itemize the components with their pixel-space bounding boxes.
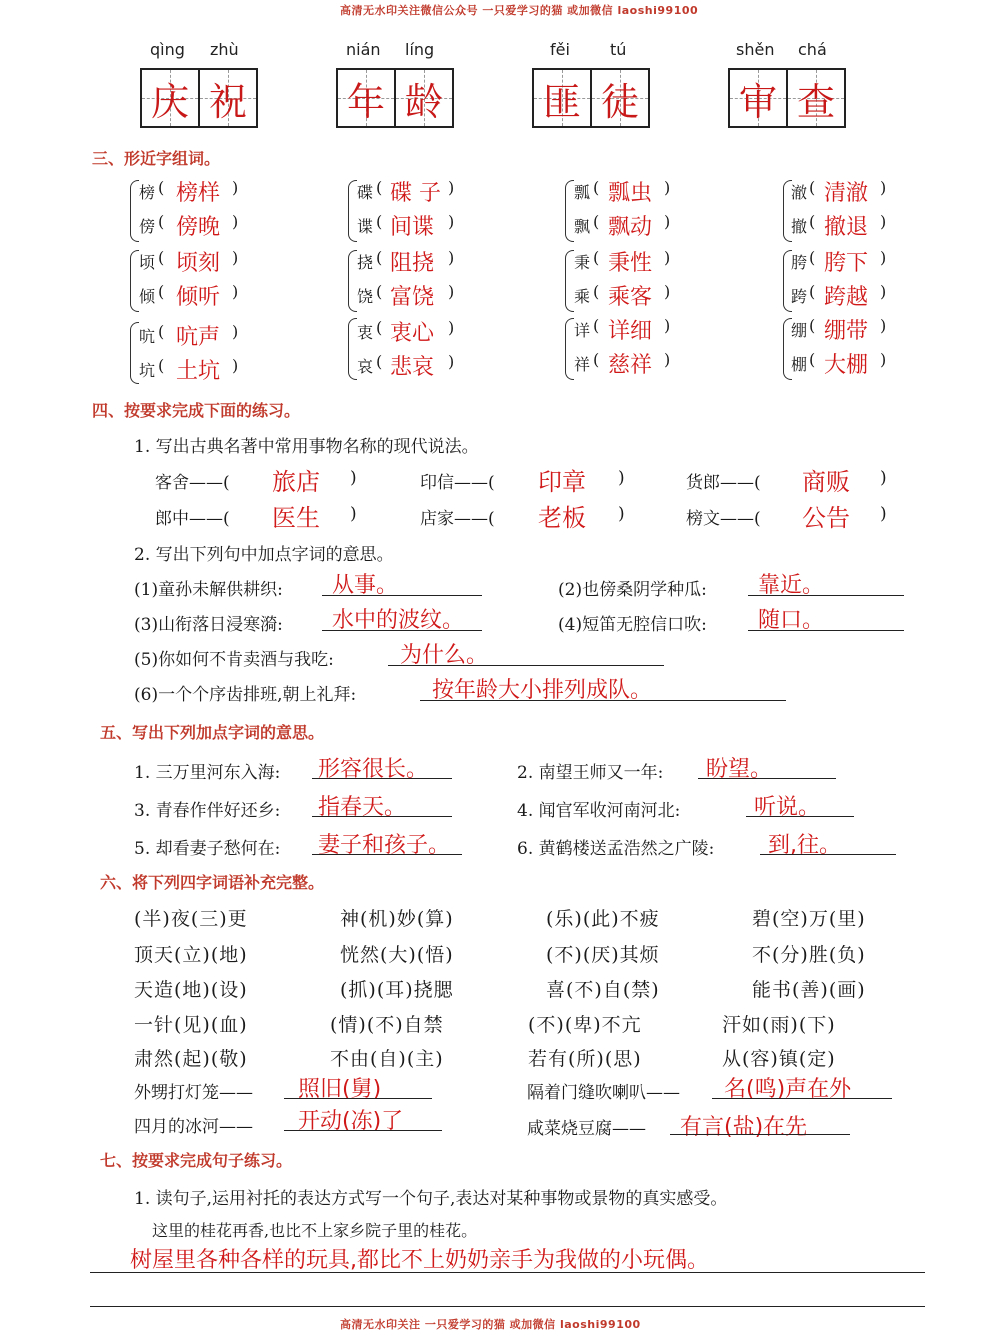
answer-word: 衷心	[390, 321, 435, 346]
pinyin: tú	[610, 40, 627, 59]
pinyin: shěn	[736, 40, 775, 59]
idiom: 若有(所)(思)	[528, 1048, 642, 1070]
term: 客舍——(	[155, 473, 230, 493]
answer-word: 瓢虫	[608, 181, 653, 206]
idiom: 一针(见)(血)	[134, 1014, 248, 1036]
idiom: (不)(厌)其烦	[546, 944, 660, 966]
base-char: 饶	[357, 287, 374, 306]
answer-char: 年	[346, 79, 385, 124]
question: 1. 写出古典名著中常用事物名称的现代说法。	[134, 437, 479, 457]
base-char: 详	[574, 321, 591, 340]
base-char: 祥	[574, 355, 591, 374]
base-char: 秉	[574, 253, 591, 272]
base-char: 跨	[791, 287, 808, 306]
base-char: 撤	[791, 217, 808, 236]
question: 2. 写出下列句中加点字词的意思。	[134, 545, 394, 565]
answer-word: 旅店	[272, 468, 320, 496]
pinyin: nián	[346, 40, 381, 59]
item-question: 1. 三万里河东入海:	[134, 763, 281, 783]
item-question: (5)你如何不肯卖酒与我吃:	[134, 650, 334, 670]
answer-text: 开动(冻)了	[298, 1109, 404, 1134]
watermark-bottom: 高清无水印关注 一只爱学习的猫 或加微信 laoshi99100	[340, 1318, 641, 1331]
xiehouyu-question: 外甥打灯笼——	[134, 1083, 253, 1103]
term: 榜文——(	[686, 509, 761, 529]
answer-word: 老板	[538, 504, 586, 532]
char-box	[336, 68, 454, 128]
answer-text: 妻子和孩子。	[318, 833, 451, 858]
answer-text: 靠近。	[758, 573, 825, 598]
idiom: (半)夜(三)更	[134, 908, 248, 930]
idiom: 不(分)胜(负)	[752, 944, 866, 966]
answer-word: 医生	[272, 504, 320, 532]
base-char: 衷	[357, 323, 374, 342]
idiom: (乐)(此)不疲	[546, 908, 660, 930]
answer-text: 听说。	[754, 795, 821, 820]
char-box	[532, 68, 650, 128]
answer-word: 倾听	[176, 285, 221, 310]
answer-char: 审	[738, 79, 777, 124]
answer-word: 顷刻	[176, 251, 221, 276]
pinyin: líng	[405, 40, 435, 59]
base-char: 倾	[139, 287, 156, 306]
xiehouyu-question: 四月的冰河——	[134, 1117, 253, 1137]
answer-text: 到,往。	[768, 833, 841, 858]
answer-text: 形容很长。	[318, 757, 429, 782]
idiom: 肃然(起)(敬)	[134, 1048, 248, 1070]
idiom: 从(容)镇(定)	[722, 1048, 836, 1070]
answer-text: 随口。	[758, 608, 825, 633]
answer-word: 胯下	[824, 251, 869, 276]
item-question: 5. 却看妻子愁何在:	[134, 839, 281, 859]
pinyin: chá	[798, 40, 827, 59]
answer-word: 悲哀	[390, 355, 435, 380]
answer-word: 飘动	[608, 215, 653, 240]
answer-char: 龄	[404, 79, 443, 124]
answer-word: 土坑	[176, 359, 221, 384]
base-char: 傍	[139, 217, 156, 236]
item-question: 3. 青春作伴好还乡:	[134, 801, 281, 821]
idiom: 碧(空)万(里)	[752, 908, 866, 930]
pinyin: zhù	[210, 40, 239, 59]
term: 郎中——(	[155, 509, 230, 529]
idiom: 汗如(雨)(下)	[722, 1014, 836, 1036]
answer-word: 绷带	[824, 319, 869, 344]
base-char: 坑	[139, 361, 156, 380]
base-char: 顷	[139, 253, 156, 272]
answer-word: 榜样	[176, 181, 221, 206]
char-box	[140, 68, 258, 128]
answer-word: 详细	[608, 319, 653, 344]
answer-word: 清澈	[824, 181, 869, 206]
answer-char: 徒	[600, 79, 639, 124]
base-char: 吭	[139, 327, 156, 346]
answer-text: 名(鸣)声在外	[724, 1077, 852, 1102]
answer-word: 大棚	[824, 353, 869, 378]
term: 货郎——(	[686, 473, 761, 493]
idiom: 不由(自)(主)	[330, 1048, 444, 1070]
answer-text: 水中的波纹。	[332, 608, 465, 633]
idiom: 顶天(立)(地)	[134, 944, 248, 966]
base-char: 胯	[791, 253, 808, 272]
section-6-title: 六、将下列四字词语补充完整。	[100, 873, 325, 892]
answer-word: 阻挠	[390, 251, 435, 276]
answer-word: 秉性	[608, 251, 653, 276]
example-sentence: 这里的桂花再香,也比不上家乡院子里的桂花。	[152, 1221, 478, 1240]
base-char: 绷	[791, 321, 808, 340]
section-4-title: 四、按要求完成下面的练习。	[92, 401, 301, 420]
answer-sentence: 树屋里各种各样的玩具,都比不上奶奶亲手为我做的小玩偶。	[130, 1248, 709, 1273]
answer-text: 有言(盐)在先	[680, 1115, 808, 1140]
base-char: 碟	[357, 183, 374, 202]
section-3-title: 三、形近字组词。	[92, 149, 221, 168]
idiom: 天造(地)(设)	[134, 979, 248, 1001]
answer-word: 撤退	[824, 215, 869, 240]
section-7-title: 七、按要求完成句子练习。	[100, 1151, 293, 1170]
idiom: (不)(卑)不亢	[528, 1014, 642, 1036]
idiom: 喜(不)自(禁)	[546, 979, 660, 1001]
idiom: 神(机)妙(算)	[340, 908, 454, 930]
idiom: 恍然(大)(悟)	[340, 944, 454, 966]
answer-word: 跨越	[824, 285, 869, 310]
answer-word: 商贩	[802, 468, 850, 496]
answer-text: 指春天。	[318, 795, 407, 820]
base-char: 乘	[574, 287, 591, 306]
term: 店家——(	[420, 509, 495, 529]
question: 1. 读句子,运用衬托的表达方式写一个句子,表达对某种事物或景物的真实感受。	[134, 1189, 728, 1209]
item-question: (1)童孙未解供耕织:	[134, 580, 283, 600]
base-char: 飘	[574, 217, 591, 236]
answer-char: 庆	[150, 79, 189, 124]
answer-word: 乘客	[608, 285, 653, 310]
base-char: 澈	[791, 183, 808, 202]
answer-text: 盼望。	[706, 757, 773, 782]
base-char: 榜	[139, 183, 156, 202]
idiom: 能书(善)(画)	[752, 979, 866, 1001]
idiom: (情)(不)自禁	[330, 1014, 444, 1036]
base-char: 哀	[357, 357, 374, 376]
item-question: (6)一个个序齿排班,朝上礼拜:	[134, 685, 357, 705]
answer-text: 照旧(舅)	[298, 1077, 382, 1102]
answer-word: 富饶	[390, 285, 435, 310]
answer-text: 为什么。	[400, 643, 489, 668]
item-question: 6. 黄鹤楼送孟浩然之广陵:	[517, 839, 715, 859]
base-char: 棚	[791, 355, 808, 374]
answer-text: 按年龄大小排列成队。	[432, 678, 653, 703]
section-5-title: 五、写出下列加点字词的意思。	[100, 723, 325, 742]
item-question: 4. 闻官军收河南河北:	[517, 801, 681, 821]
answer-char: 查	[796, 79, 835, 124]
answer-text: 从事。	[332, 573, 399, 598]
idiom: (抓)(耳)挠腮	[340, 979, 454, 1001]
answer-word: 间谍	[390, 215, 435, 240]
answer-word: 吭声	[176, 325, 221, 350]
base-char: 谍	[357, 217, 374, 236]
item-question: (2)也傍桑阴学种瓜:	[558, 580, 707, 600]
item-question: 2. 南望王师又一年:	[517, 763, 664, 783]
base-char: 挠	[357, 253, 374, 272]
base-char: 瓢	[574, 183, 591, 202]
pinyin: qìng	[150, 40, 185, 59]
answer-char: 祝	[208, 79, 247, 124]
char-box	[728, 68, 846, 128]
watermark-top: 高清无水印关注微信公众号 一只爱学习的猫 或加微信 laoshi99100	[340, 4, 699, 17]
xiehouyu-question: 咸菜烧豆腐——	[527, 1119, 646, 1139]
answer-word: 公告	[802, 504, 850, 532]
xiehouyu-question: 隔着门缝吹喇叭——	[527, 1083, 680, 1103]
term: 印信——(	[420, 473, 495, 493]
pinyin: fěi	[550, 40, 570, 59]
answer-char: 匪	[542, 79, 581, 124]
answer-word: 慈祥	[608, 353, 653, 378]
item-question: (4)短笛无腔信口吹:	[558, 615, 707, 635]
answer-word: 印章	[538, 468, 586, 496]
answer-word: 碟 子	[390, 181, 441, 206]
answer-word: 傍晚	[176, 215, 221, 240]
item-question: (3)山衔落日浸寒漪:	[134, 615, 283, 635]
